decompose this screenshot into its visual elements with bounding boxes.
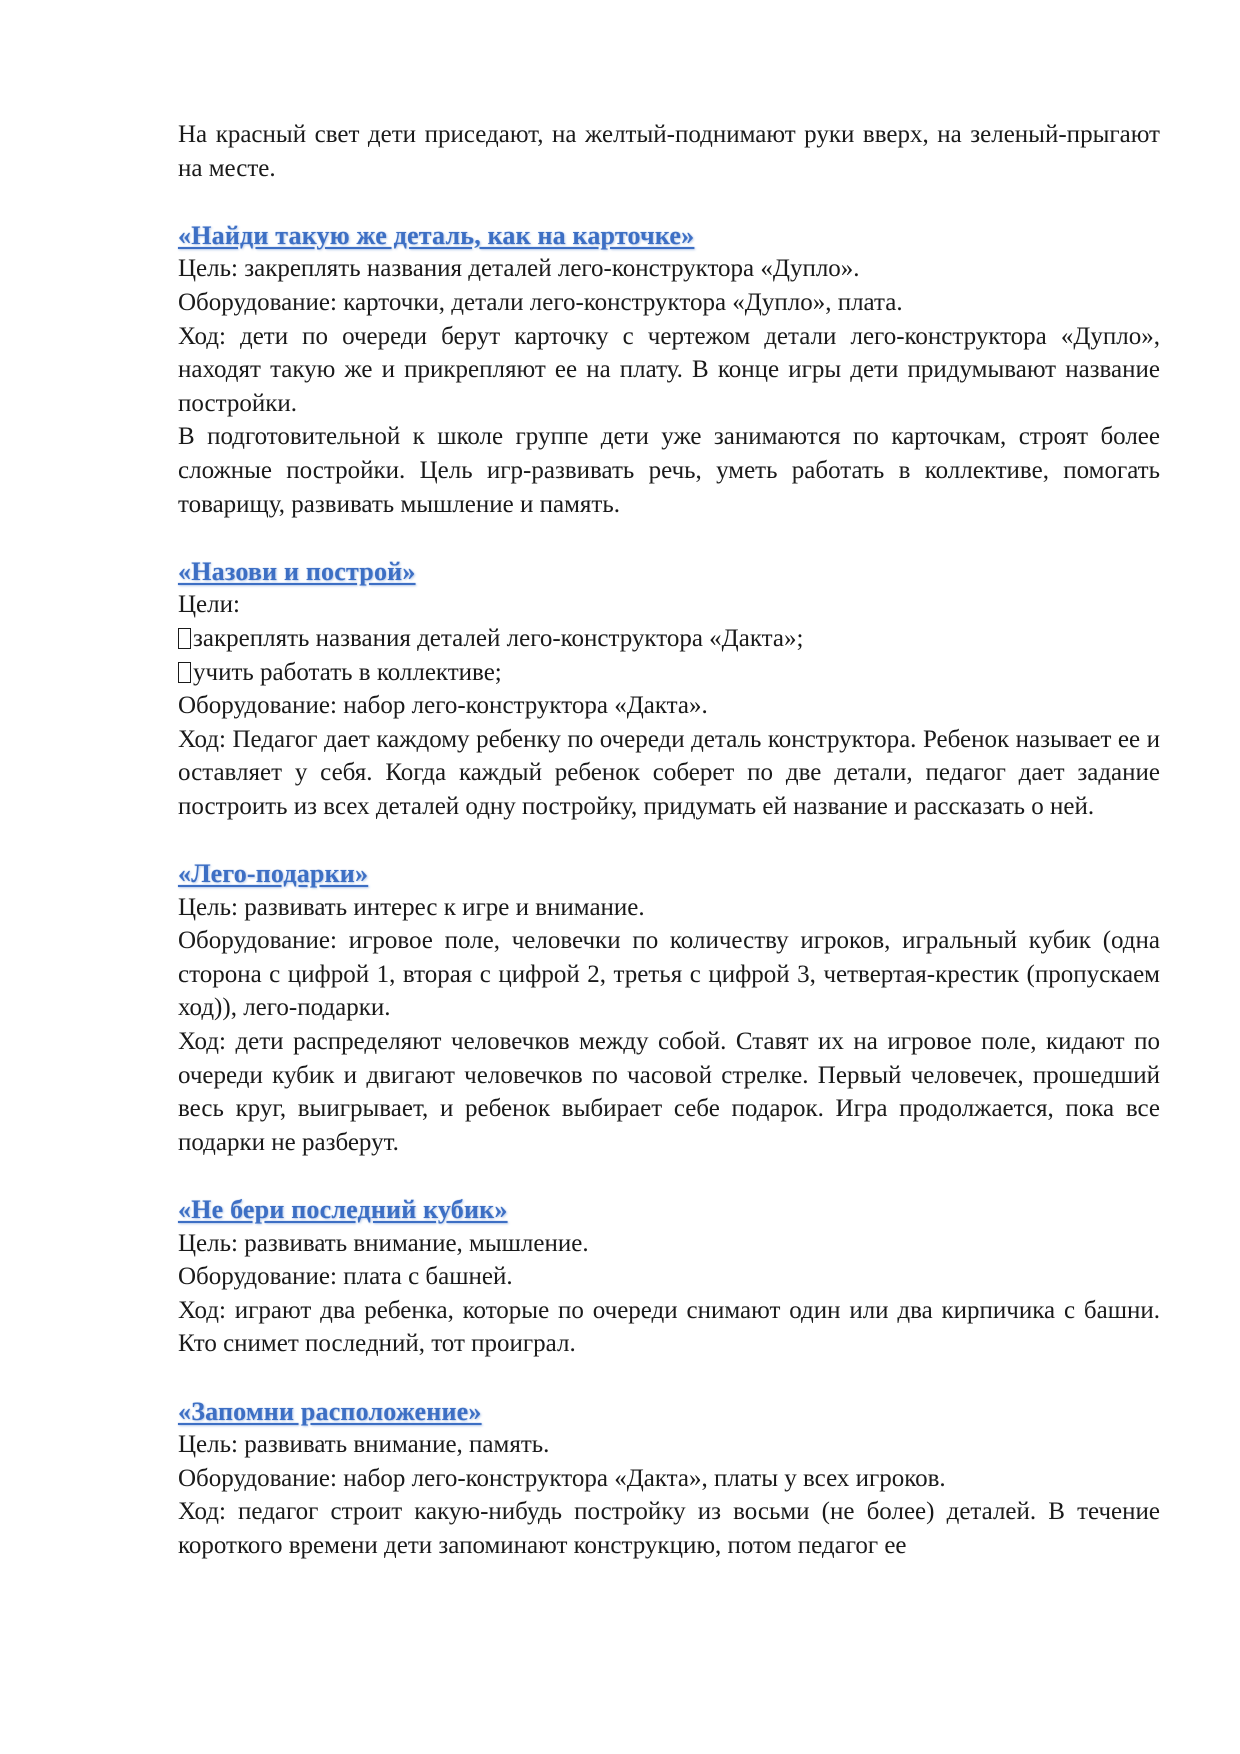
intro-paragraph: На красный свет дети приседают, на желтый-поднимают руки вверх, на зеленый-прыгают на месте.: [178, 121, 1160, 182]
spacer: [178, 521, 1160, 555]
section-title: «Запомни расположение»: [178, 1396, 482, 1426]
procedure-paragraph: Ход: дети распределяют человечков между собой. Ставят их на игровое поле, кидают по очереди кубик и двигают человечков по часовой стрелке. Первый человечек, прошедший весь круг, выигрывает, и ребенок выбирает себе подарок. Игра продолжается, пока все подарки не разберут.: [178, 1028, 1160, 1156]
procedure-paragraph: Ход: Педагог дает каждому ребенку по очереди деталь конструктора. Ребенок называет ее и оставляет у себя. Когда каждый ребенок соберет по две детали, педагог дает задание построить из всех деталей одну постройку, придумать ей название и рассказать о ней.: [178, 725, 1160, 820]
section-title: «Назови и построй»: [178, 556, 416, 586]
procedure-paragraph: Ход: играют два ребенка, которые по очереди снимают один или два кирпичика с башни. Кто снимет последний, тот проиграл.: [178, 1296, 1160, 1358]
section-title: «Не бери последний кубик»: [178, 1195, 508, 1224]
goals-label: Цели:: [178, 591, 240, 619]
document-page: [178, 118, 1160, 1563]
goal-line: Цель: развивать интерес к игре и внимание.: [178, 893, 645, 921]
goal-bullet: [178, 656, 1160, 690]
goal-line: Цель: развивать внимание, мышление.: [178, 1229, 589, 1257]
equipment-paragraph: Оборудование: игровое поле, человечки по количеству игроков, игральный кубик (одна сторона с цифрой 1, вторая с цифрой 2, третья с цифрой 3, четвертая-крестик (пропускаем ход)), лего-подарки.: [178, 927, 1160, 1022]
procedure-paragraph: Ход: дети по очереди берут карточку с чертежом детали лего-конструктора «Дупло», находят такую же и прикрепляют ее на плату. В конце игры дети придумывают название постройки.: [178, 322, 1160, 417]
spacer: [178, 1159, 1160, 1193]
missing-glyph-icon: [178, 662, 191, 683]
goal-bullet: [178, 622, 1160, 656]
goal-bullet-text: учить работать в коллективе;: [193, 658, 502, 686]
section-title: «Найди такую же деталь, как на карточке»: [178, 220, 695, 250]
procedure-paragraph: Ход: педагог строит какую-нибудь постройку из восьми (не более) деталей. В течение короткого времени дети запоминают конструкцию, потом педагог ее: [178, 1498, 1160, 1559]
note-paragraph: В подготовительной к школе группе дети уже занимаются по карточкам, строят более сложные постройки. Цель игр-развивать речь, уметь работать в коллективе, помогать товарищу, развивать мышление и память.: [178, 423, 1160, 518]
goal-line: Цель: развивать внимание, память.: [178, 1431, 550, 1459]
spacer: [178, 185, 1160, 219]
equipment-line: Оборудование: карточки, детали лего-конструктора «Дупло», плата.: [178, 288, 903, 316]
goal-line: Цель: закреплять названия деталей лего-конструктора «Дупло».: [178, 255, 860, 283]
goal-bullet-text: закреплять названия деталей лего-конструктора «Дакта»;: [193, 624, 804, 652]
spacer: [178, 823, 1160, 857]
section-title: «Лего-подарки»: [178, 859, 369, 889]
equipment-line: Оборудование: набор лего-конструктора «Дакта», платы у всех игроков.: [178, 1464, 946, 1492]
missing-glyph-icon: [178, 628, 191, 649]
spacer: [178, 1361, 1160, 1395]
equipment-line: Оборудование: набор лего-конструктора «Дакта».: [178, 692, 708, 720]
equipment-line: Оборудование: плата с башней.: [178, 1263, 513, 1291]
